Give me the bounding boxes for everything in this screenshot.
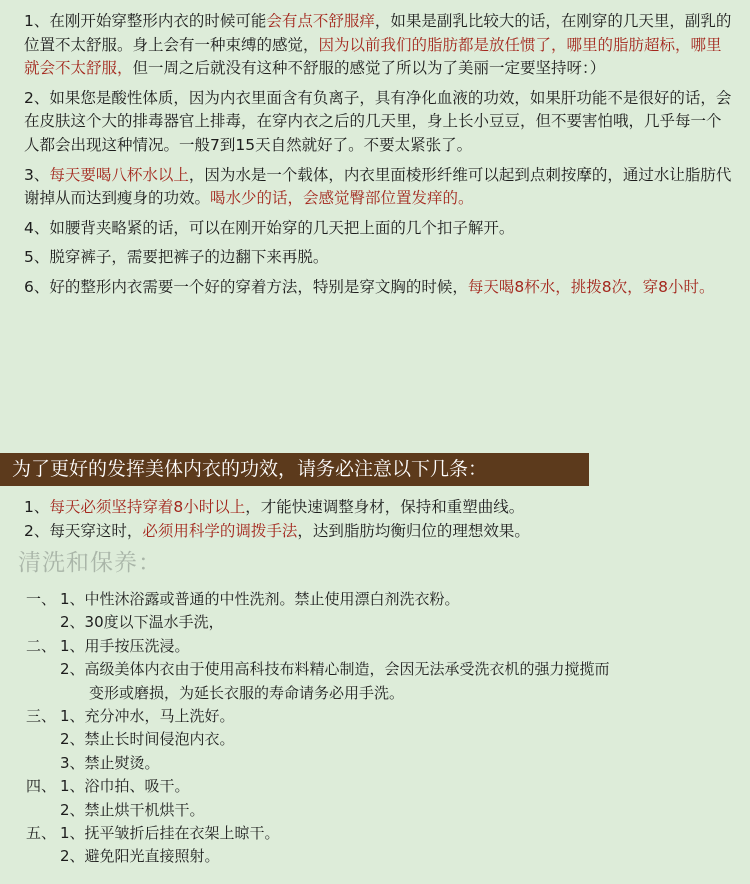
- notice-rules: [24, 495, 736, 543]
- rule-1: 1、每天必须坚持穿着8小时以上，才能快速调整身材，保持和重塑曲线。: [24, 498, 525, 516]
- care-item: 2、禁止烘干机烘干。: [60, 800, 205, 819]
- care-section-title: 清洗和保养：: [18, 550, 162, 576]
- care-item: 二、 1、用手按压洗浸。: [26, 636, 190, 655]
- rule-2: 2、每天穿这时，必须用科学的调拨手法，达到脂肪均衡归位的理想效果。: [24, 522, 530, 540]
- care-item: 五、 1、抚平皱折后挂在衣架上晾干。: [26, 823, 280, 842]
- tip-4: 4、如腰背夹略紧的话，可以在刚开始穿的几天把上面的几个扣子解开。: [24, 218, 515, 237]
- tip-5: 5、脱穿裤子，需要把裤子的边翻下来再脱。: [24, 248, 329, 267]
- care-list: [0, 588, 750, 869]
- care-item: 3、禁止熨烫。: [60, 753, 160, 772]
- care-item: 一、 1、中性沐浴露或普通的中性洗剂。禁止使用漂白剂洗衣粉。: [26, 590, 460, 608]
- care-item: 2、避免阳光直接照射。: [60, 847, 220, 866]
- wearing-tips: [24, 10, 736, 306]
- care-item-continuation: 变形或磨损，为延长衣服的寿命请务必用手洗。: [89, 683, 405, 702]
- care-item: 2、高级美体内衣由于使用高科技布料精心制造，会因无法承受洗衣机的强力搅揽而: [60, 660, 610, 679]
- care-item: 三、 1、充分冲水，马上洗好。: [26, 706, 235, 725]
- tip-3: 3、每天要喝八杯水以上，因为水是一个载体，内衣里面棱形纤维可以起到点刺按摩的，通过水让脂肪代谢掉从而达到瘦身的功效。喝水少的话，会感觉臀部位置发痒的。: [24, 165, 732, 208]
- tip-1: 1、在刚开始穿整形内衣的时候可能会有点不舒服痒，如果是副乳比较大的话，在刚穿的几天里，副乳的位置不太舒服。身上会有一种束缚的感觉，因为以前我们的脂肪都是放任惯了，哪里的脂肪超标，哪里就会不太舒服，但一周之后就没有这种不舒服的感觉了所以为了美丽一定要坚持呀：）: [24, 12, 732, 78]
- tip-2: 2、如果您是酸性体质，因为内衣里面含有负离子，具有净化血液的功效，如果肝功能不是很好的话，会在皮肤这个大的排毒器官上排毒，在穿内衣之后的几天里，身上长小豆豆，但不要害怕哦，几乎每一个人都会出现这种情况。一般7到15天自然就好了。不要太紧张了。: [24, 88, 732, 154]
- tip-6: 6、好的整形内衣需要一个好的穿着方法，特别是穿文胸的时候，每天喝8杯水，挑拨8次，穿8小时。: [24, 277, 715, 296]
- notice-banner: 为了更好的发挥美体内衣的功效，请务必注意以下几条：: [0, 453, 589, 486]
- care-item: 四、 1、浴巾拍、吸干。: [26, 777, 190, 796]
- care-item: 2、禁止长时间侵泡内衣。: [60, 730, 235, 749]
- care-item: 2、30度以下温水手洗，: [60, 613, 224, 632]
